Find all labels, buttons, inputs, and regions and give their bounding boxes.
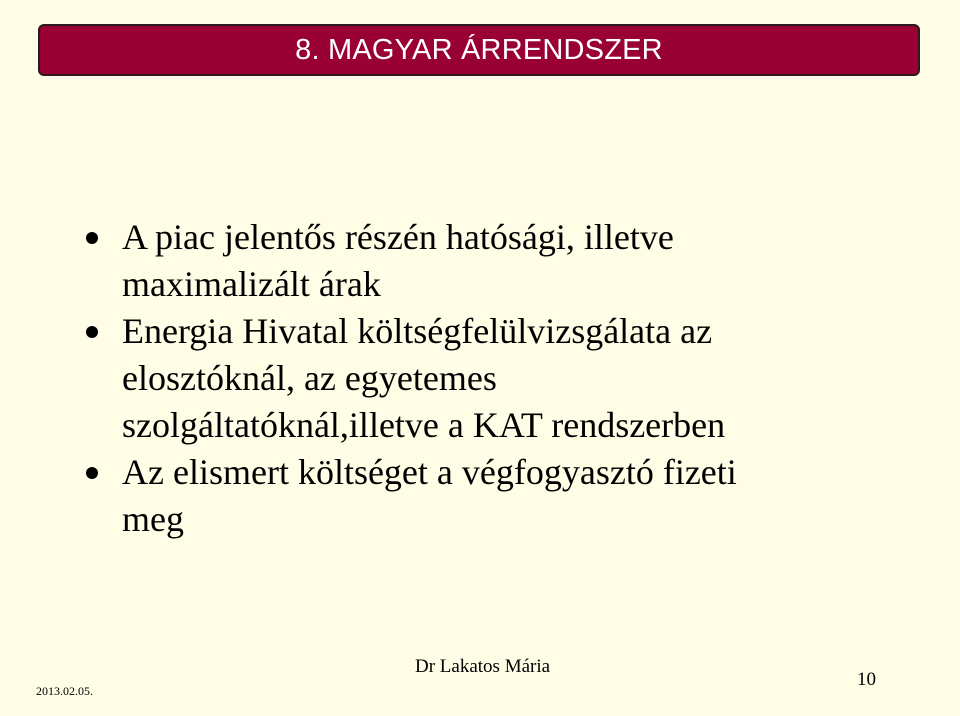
bullet-dot-icon — [86, 467, 98, 479]
bullet-dot-icon — [86, 326, 98, 338]
bullet-item — [84, 214, 884, 308]
bullet-line: meg — [122, 499, 184, 539]
footer-date: 2013.02.05. — [36, 684, 93, 698]
bullet-line: A piac jelentős részén hatósági, illetve — [122, 217, 674, 257]
bullet-item — [84, 308, 884, 449]
bullet-line: maximalizált árak — [122, 264, 381, 304]
slide-title: 8. MAGYAR ÁRRENDSZER — [295, 33, 663, 66]
footer-author: Dr Lakatos Mária — [415, 656, 551, 677]
bullet-item — [84, 449, 884, 543]
bullet-dot-icon — [86, 232, 98, 244]
bullet-line: szolgáltatóknál,illetve a KAT rendszerben — [122, 405, 726, 445]
slide-title-bar — [38, 24, 920, 76]
bullet-list — [84, 214, 884, 543]
page-number: 10 — [857, 669, 876, 690]
bullet-line: Energia Hivatal költségfelülvizsgálata az — [122, 311, 713, 351]
bullet-line: Az elismert költséget a végfogyasztó fizeti — [122, 452, 737, 492]
bullet-line: elosztóknál, az egyetemes — [122, 358, 497, 398]
